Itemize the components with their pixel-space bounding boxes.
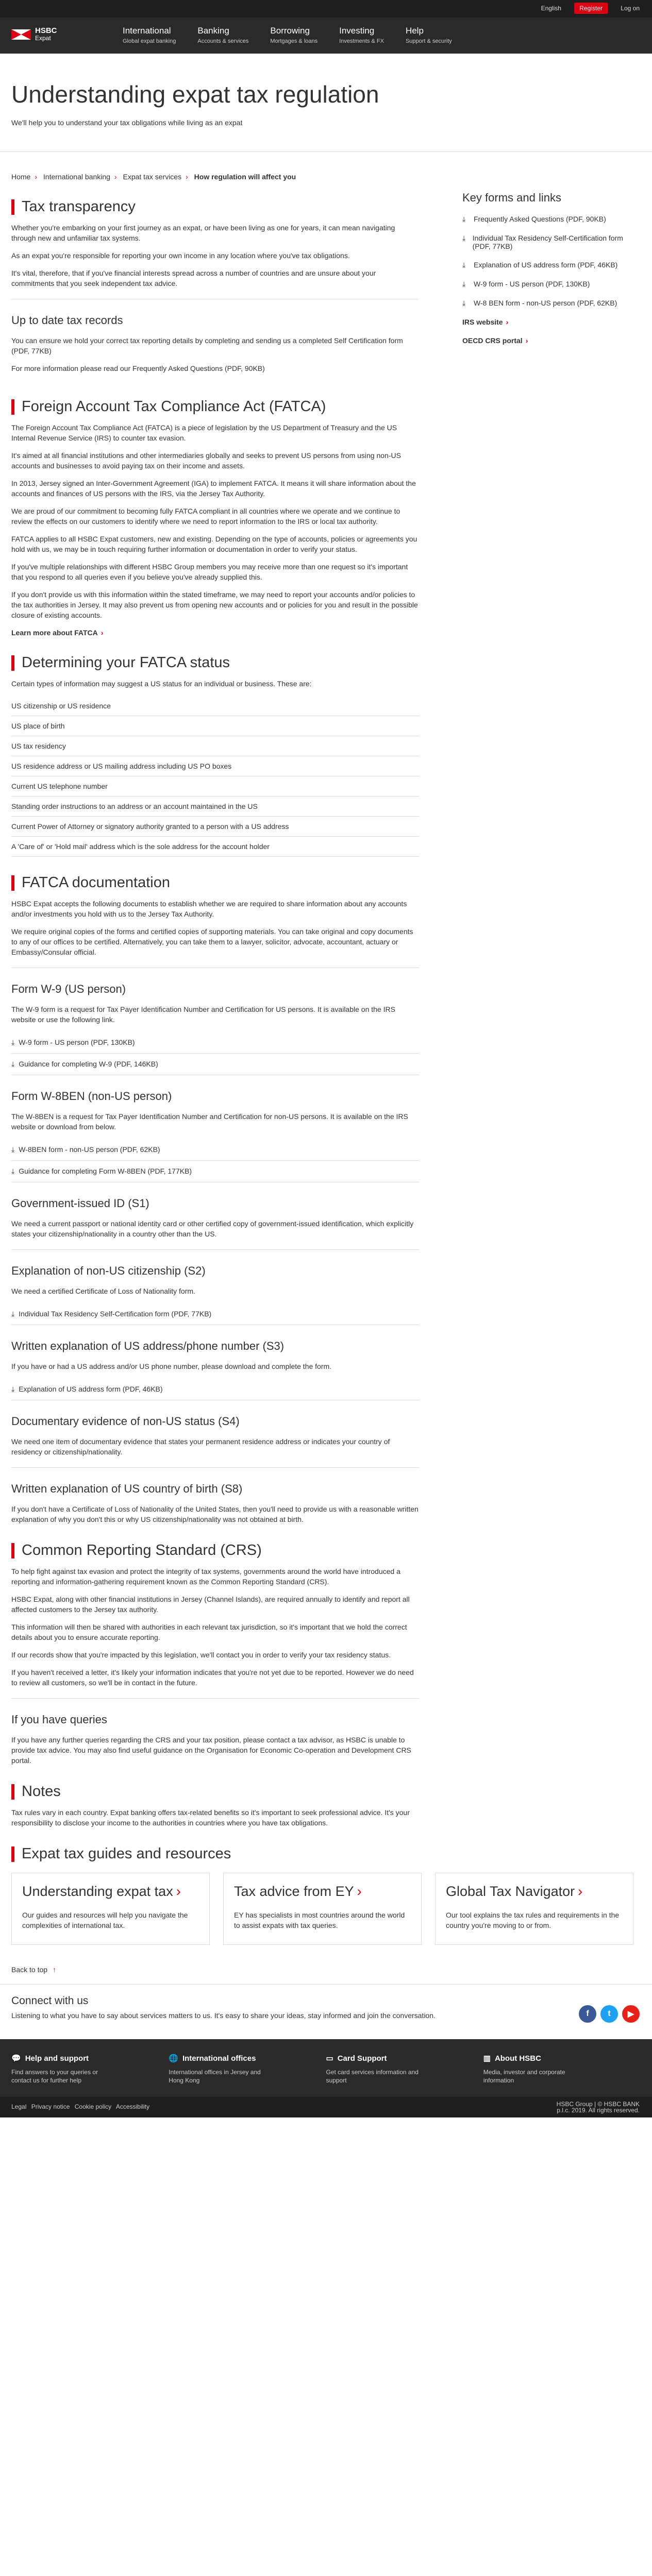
breadcrumb-expat-tax[interactable]: Expat tax services <box>123 173 182 181</box>
nav-borrowing[interactable]: Borrowing Mortgages & loans <box>270 26 318 44</box>
nav-help[interactable]: Help Support & security <box>405 26 452 44</box>
learn-fatca-link[interactable]: Learn more about FATCA › <box>11 629 104 637</box>
breadcrumb-current: How regulation will affect you <box>194 173 296 181</box>
us-indicators-list <box>11 696 419 857</box>
list-item: US tax residency <box>11 736 419 756</box>
chevron-right-icon: › <box>101 629 104 637</box>
download-selfcert[interactable]: ⤓ Individual Tax Residency Self-Certification form (PDF, 77KB) <box>11 1303 419 1325</box>
self-cert-link[interactable]: Self Certification form (PDF, 77KB) <box>11 336 403 355</box>
breadcrumb-home[interactable]: Home <box>11 173 31 181</box>
nav-banking[interactable]: Banking Accounts & services <box>197 26 249 44</box>
hexagon-logo-icon <box>11 29 31 40</box>
legal-footer: Legal Privacy notice Cookie policy Accessibility HSBC Group | © HSBC BANK p.l.c. 2019. All rights reserved. <box>0 2097 652 2117</box>
section-notes: Notes <box>11 1783 419 1800</box>
aside-download-faq[interactable]: ⤓ Frequently Asked Questions (PDF, 90KB) <box>462 215 606 223</box>
chevron-right-icon: › <box>525 336 528 345</box>
chevron-right-icon: › <box>506 318 509 326</box>
breadcrumb: Home › International banking › Expat tax services › How regulation will affect you <box>11 173 296 181</box>
chat-icon: 💬 <box>11 2054 21 2063</box>
chevron-right-icon: › <box>176 1884 181 1899</box>
crs-portal-link[interactable]: portal <box>11 1756 30 1765</box>
hsbc-logo[interactable]: HSBC Expat <box>11 27 57 42</box>
card-ey-advice[interactable]: Tax advice from EY › EY has specialists in most countries around the world to assist expats with tax queries. <box>223 1873 422 1945</box>
list-item: A 'Care of' or 'Hold mail' address which is the sole address for the account holder <box>11 837 419 857</box>
breadcrumb-international[interactable]: International banking <box>43 173 110 181</box>
aside-download-selfcert[interactable]: ⤓ Individual Tax Residency Self-Certification form (PDF, 77KB) <box>462 234 623 250</box>
faq-link[interactable]: Frequently Asked Questions (PDF, 90KB) <box>132 364 265 372</box>
privacy-link[interactable]: Privacy notice <box>31 2103 70 2110</box>
page-subtitle: We'll help you to understand your tax obligations while living as an expat <box>11 118 243 127</box>
section-crs: Common Reporting Standard (CRS) <box>11 1542 419 1559</box>
building-icon: ▥ <box>483 2054 491 2063</box>
legal-link[interactable]: Legal <box>11 2103 27 2110</box>
download-icon: ⤓ <box>11 1385 15 1393</box>
download-icon: ⤓ <box>11 1038 15 1046</box>
guides-cards <box>0 1873 652 1945</box>
list-item: Current Power of Attorney or signatory authority granted to a person with a US address <box>11 817 419 837</box>
download-icon: ⤓ <box>462 299 466 307</box>
list-item: US residence address or US mailing address including US PO boxes <box>11 756 419 776</box>
irs-website-link[interactable]: IRS website › <box>462 318 509 326</box>
accessibility-link[interactable]: Accessibility <box>115 2103 150 2110</box>
download-icon: ⤓ <box>462 280 466 288</box>
oecd-portal-link[interactable]: OECD CRS portal › <box>462 336 528 345</box>
aside-download-w8ben[interactable]: ⤓ W-8 BEN form - non-US person (PDF, 62KB) <box>462 299 617 307</box>
connect-section: Connect with us Listening to what you have to say about services matters to us. It's easy to share your ideas, stay informed and join the conversation. f t ▶ <box>0 1984 652 2039</box>
download-w8ben-guidance[interactable]: ⤓ Guidance for completing Form W-8BEN (PDF, 177KB) <box>11 1161 419 1182</box>
list-item: Standing order instructions to an address or an account maintained in the US <box>11 796 419 817</box>
utility-bar <box>0 0 652 18</box>
download-w9[interactable]: ⤓ W-9 form - US person (PDF, 130KB) <box>11 1032 419 1054</box>
download-icon: ⤓ <box>11 1060 15 1068</box>
footer-about[interactable]: ▥ About HSBC Media, investor and corporate information <box>483 2054 565 2084</box>
main-navigation <box>0 18 652 54</box>
section-fatca-docs: FATCA documentation <box>11 874 419 891</box>
aside-download-usaddress[interactable]: ⤓ Explanation of US address form (PDF, 46KB) <box>462 261 618 269</box>
section-tax-transparency: Tax transparency <box>11 198 419 215</box>
card-icon: ▭ <box>326 2054 333 2063</box>
register-button[interactable]: Register <box>574 3 608 14</box>
logon-link[interactable]: Log on <box>621 5 640 12</box>
download-icon: ⤓ <box>11 1145 15 1154</box>
language-link[interactable]: English <box>541 5 561 12</box>
download-icon: ⤓ <box>11 1167 15 1175</box>
twitter-icon[interactable]: t <box>600 2005 618 2023</box>
download-icon: ⤓ <box>462 215 466 223</box>
card-tax-navigator[interactable]: Global Tax Navigator › Our tool explains the tax rules and requirements in the country you're moving to or from. <box>435 1873 633 1945</box>
download-icon: ⤓ <box>462 261 466 269</box>
arrow-up-icon: ↑ <box>52 1965 56 1974</box>
card-understanding-tax[interactable]: Understanding expat tax › Our guides and resources will help you navigate the complexities of international tax. <box>11 1873 210 1945</box>
cookie-link[interactable]: Cookie policy <box>74 2103 112 2110</box>
section-fatca-status: Determining your FATCA status <box>11 654 419 671</box>
nav-international[interactable]: International Global expat banking <box>123 26 176 44</box>
footer-help[interactable]: 💬 Help and support Find answers to your queries or contact us for further help <box>11 2054 98 2084</box>
footer-offices[interactable]: 🌐 International offices International offices in Jersey and Hong Kong <box>169 2054 261 2084</box>
nav-investing[interactable]: Investing Investments & FX <box>339 26 384 44</box>
footer-card-support[interactable]: ▭ Card Support Get card services information and support <box>326 2054 419 2084</box>
page-title: Understanding expat tax regulation <box>11 81 379 108</box>
download-icon: ⤓ <box>11 1310 15 1318</box>
section-fatca: Foreign Account Tax Compliance Act (FATCA) <box>11 398 419 415</box>
aside-download-w9[interactable]: ⤓ W-9 form - US person (PDF, 130KB) <box>462 280 590 288</box>
download-w8ben[interactable]: ⤓ W-8BEN form - non-US person (PDF, 62KB) <box>11 1139 419 1161</box>
chevron-right-icon: › <box>578 1884 583 1899</box>
chevron-right-icon: › <box>357 1884 362 1899</box>
key-forms-sidebar: Key forms and links ⤓ Frequently Asked Questions (PDF, 90KB) ⤓ Individual Tax Residency Self-Certification form (PDF, 77KB) ⤓ Explanation of US address form (PDF, 46KB) ⤓ W-9 form - US person (PDF, 130KB) ⤓ W-8 BEN form - non-US person (PDF, 62KB) IRS website › OECD CRS portal › <box>462 181 632 381</box>
hero <box>0 54 652 152</box>
download-icon: ⤓ <box>462 234 466 242</box>
download-usaddress[interactable]: ⤓ Explanation of US address form (PDF, 46KB) <box>11 1379 419 1400</box>
footer <box>0 2039 652 2097</box>
back-to-top-link[interactable]: Back to top ↑ <box>11 1965 56 1974</box>
globe-icon: 🌐 <box>169 2054 178 2063</box>
list-item: Current US telephone number <box>11 776 419 796</box>
section-guides: Expat tax guides and resources <box>11 1845 419 1862</box>
list-item: US citizenship or US residence <box>11 696 419 716</box>
youtube-icon[interactable]: ▶ <box>622 2005 640 2023</box>
facebook-icon[interactable]: f <box>579 2005 596 2023</box>
download-w9-guidance[interactable]: ⤓ Guidance for completing W-9 (PDF, 146KB) <box>11 1054 419 1075</box>
list-item: US place of birth <box>11 716 419 736</box>
